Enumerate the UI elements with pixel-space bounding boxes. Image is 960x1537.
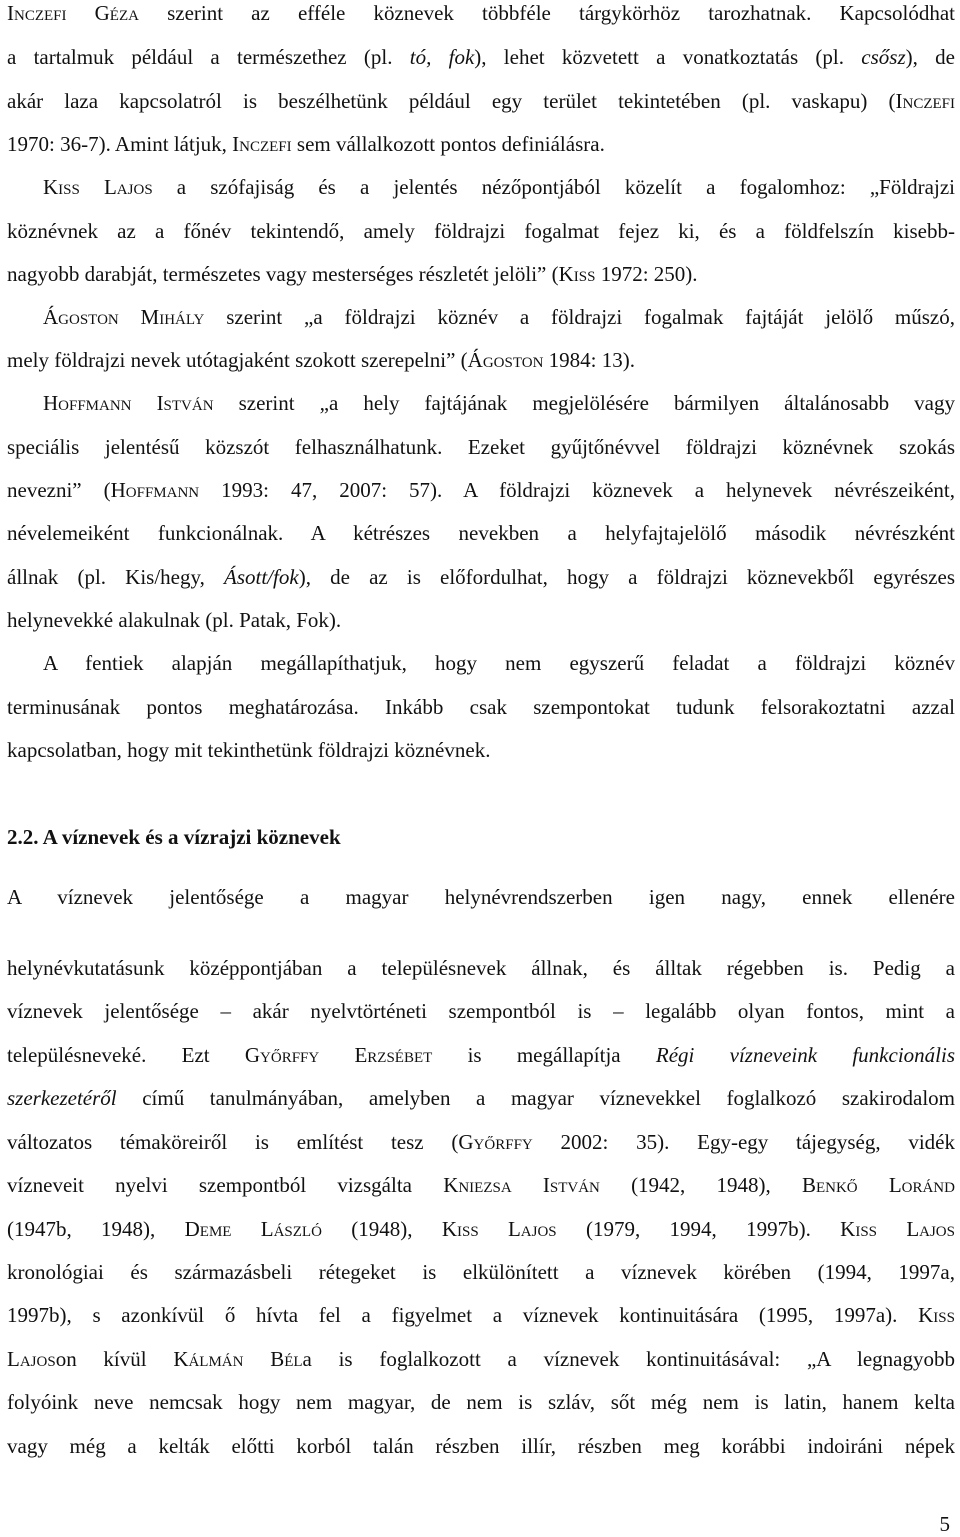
page-number: 5	[939, 1512, 950, 1536]
paragraph-2-line-2: köznévnek az a főnév tekintendő, amely földrajzi fogalmat fejez ki, és a földfelszín kisebb-	[7, 219, 955, 243]
paragraph-4-line-2: speciális jelentésű közszót felhasználhatunk. Ezeket gyűjtőnévvel földrajzi köznévnek szokás	[7, 435, 955, 459]
paragraph-4-line-6: helynevekké alakulnak (pl. Patak, Fok).	[7, 608, 342, 632]
paragraph-6-line-3: víznevek jelentősége – akár nyelvtörténeti szempontból is – legalább olyan fontos, mint a	[7, 999, 955, 1023]
paragraph-6-line-10: 1997b), s azonkívül ő hívta fel a figyelmet a víznevek kontinuitására (1995, 1997a). Kiss	[7, 1303, 955, 1327]
paragraph-1-line-3: akár laza kapcsolatról is beszélhetünk például egy terület tekintetében (pl. vaskapu) (Inczefi	[7, 89, 955, 113]
paragraph-4-line-4: névelemeiként funkcionálnak. A kétrészes nevekben a helyfajtajelölő második névrészként	[7, 521, 955, 545]
paragraph-3-line-1: Ágoston Mihály szerint „a földrajzi köznév a földrajzi fogalmak fajtáját jelölő műszó,	[43, 305, 955, 329]
section-heading: 2.2. A víznevek és a vízrajzi köznevek	[7, 825, 341, 849]
paragraph-2-line-1: Kiss Lajos a szófajiság és a jelentés nézőpontjából közelít a fogalomhoz: „Földrajzi	[43, 175, 955, 199]
paragraph-6-line-7: vízneveit nyelvi szempontból vizsgálta Kniezsa István (1942, 1948), Benkő Loránd	[7, 1173, 955, 1197]
paragraph-5-line-2: terminusának pontos meghatározása. Inkább csak szempontokat tudunk felsorakoztatni azzal	[7, 695, 955, 719]
paragraph-6-line-8: (1947b, 1948), Deme László (1948), Kiss Lajos (1979, 1994, 1997b). Kiss Lajos	[7, 1217, 955, 1241]
paragraph-4-line-5: állnak (pl. Kis/hegy, Ásott/fok), de az is előfordulhat, hogy a földrajzi köznevekből egyrészes	[7, 565, 955, 589]
paragraph-4-line-1: Hoffmann István szerint „a hely fajtájának megjelölésére bármilyen általánosabb vagy	[43, 391, 956, 415]
paragraph-5-line-1: A fentiek alapján megállapíthatjuk, hogy nem egyszerű feladat a földrajzi köznév	[43, 651, 955, 675]
paragraph-6-line-13: vagy még a kelták előtti korból talán részben illír, részben meg korábbi indoiráni népek	[7, 1434, 955, 1458]
paragraph-6-line-1: A víznevek jelentősége a magyar helynévrendszerben igen nagy, ennek ellenére	[7, 885, 955, 909]
paragraph-6-line-6: változatos témaköreiről is említést tesz (Győrffy 2002: 35). Egy-egy tájegység, vidék	[7, 1130, 955, 1154]
paragraph-6-line-4: településneveké. Ezt Győrffy Erzsébet is megállapítja Régi vízneveink funkcionális	[7, 1043, 955, 1067]
paragraph-6-line-5: szerkezetéről című tanulmányában, amelyben a magyar víznevekkel foglalkozó szakirodalom	[7, 1086, 955, 1110]
paragraph-1-line-1: Inczefi Géza szerint az efféle köznevek többféle tárgykörhöz tarozhatnak. Kapcsolódhat	[7, 1, 955, 25]
paragraph-6-line-2: helynévkutatásunk középpontjában a településnevek állnak, és álltak régebben is. Pedig a	[7, 956, 955, 980]
paragraph-1-line-2: a tartalmuk például a természethez (pl. tó, fok), lehet közvetett a vonatkoztatás (pl. csősz), de	[7, 45, 955, 69]
paragraph-6-line-9: kronológiai és származásbeli rétegeket is elkülönített a víznevek körében (1994, 1997a,	[7, 1260, 955, 1284]
paragraph-1-line-4: 1970: 36-7). Amint látjuk, Inczefi sem vállalkozott pontos definiálásra.	[7, 132, 605, 156]
paragraph-6-line-11: Lajoson kívül Kálmán Béla is foglalkozott a víznevek kontinuitásával: „A legnagyobb	[7, 1347, 955, 1371]
paragraph-4-line-3: nevezni” (Hoffmann 1993: 47, 2007: 57). A földrajzi köznevek a helynevek névrészeiként,	[7, 478, 955, 502]
paragraph-6-line-12: folyóink neve nemcsak hogy nem magyar, de nem is szláv, sőt még nem is latin, hanem kelta	[7, 1390, 955, 1414]
paragraph-2-line-3: nagyobb darabját, természetes vagy mesterséges részletét jelöli” (Kiss 1972: 250).	[7, 262, 698, 286]
paragraph-3-line-2: mely földrajzi nevek utótagjaként szokott szerepelni” (Ágoston 1984: 13).	[7, 348, 635, 372]
paragraph-5-line-3: kapcsolatban, hogy mit tekinthetünk földrajzi köznévnek.	[7, 738, 491, 762]
